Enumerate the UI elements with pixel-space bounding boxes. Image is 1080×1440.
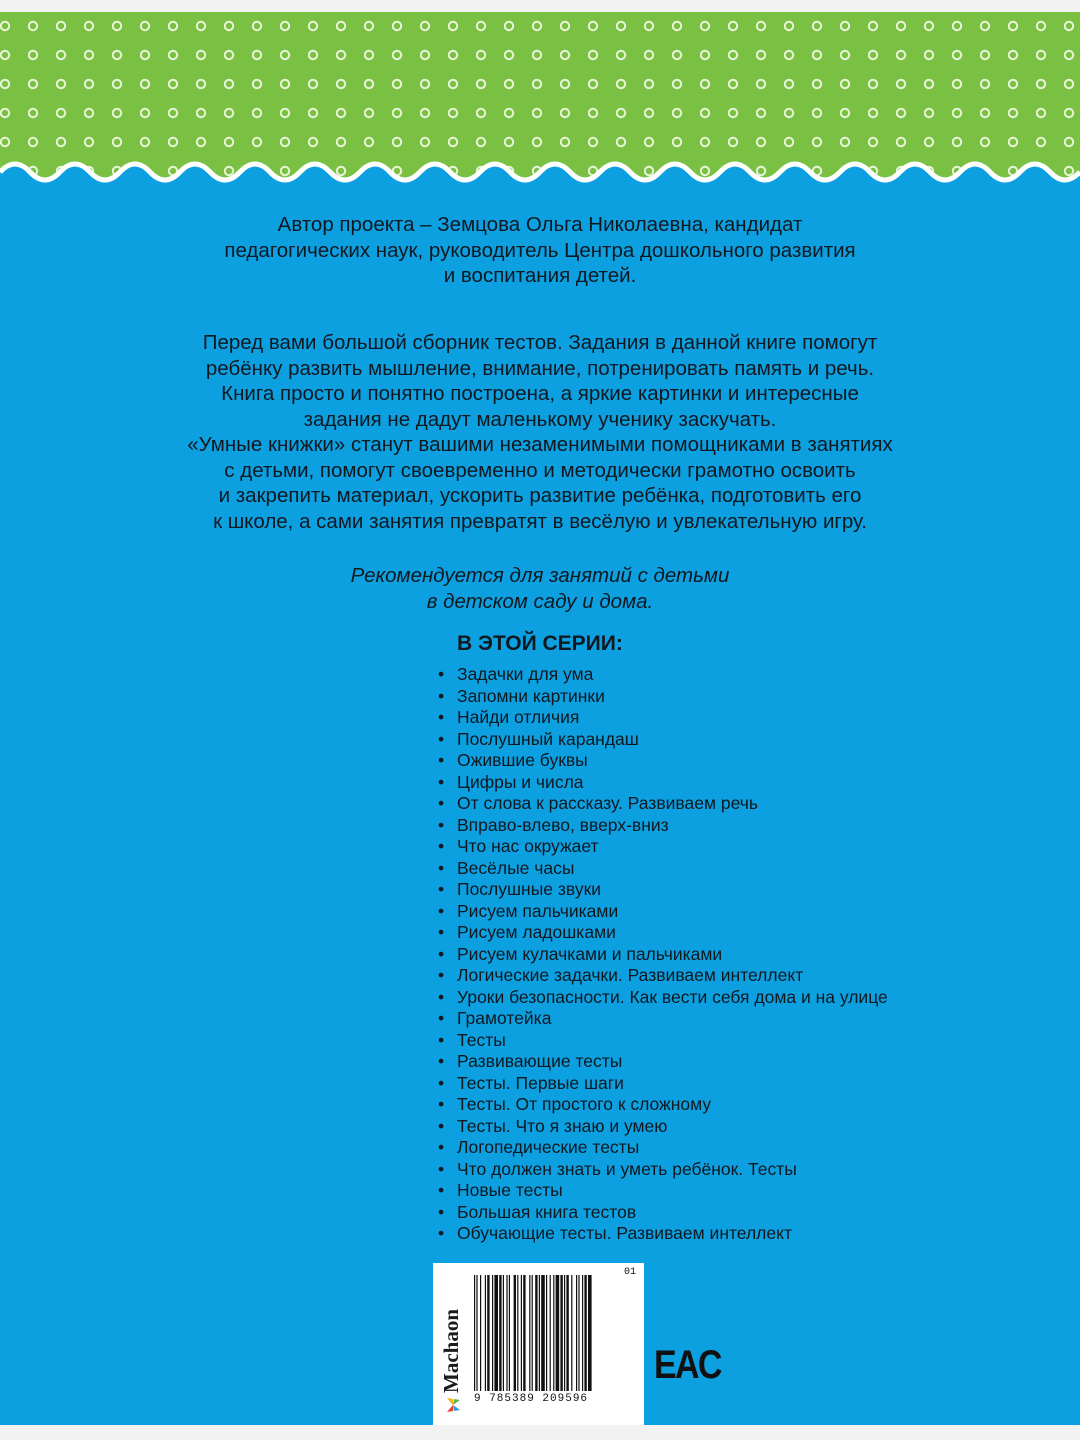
author-line: и воспитания детей. (443, 264, 637, 287)
series-item: • Рисуем пальчиками (438, 901, 888, 923)
barcode-bar (476, 1275, 477, 1391)
series-item: • Грамотейка (438, 1008, 888, 1030)
barcode-bar (523, 1275, 525, 1391)
barcode-bar (550, 1275, 551, 1391)
barcode-bar (556, 1275, 560, 1391)
series-item: • Что нас окружает (438, 836, 888, 858)
barcode-bar (506, 1275, 507, 1391)
book-description (0, 330, 1080, 534)
barcode-bar (535, 1275, 537, 1391)
recommendation-line: Рекомендуется для занятий с детьми (350, 564, 730, 587)
series-item: • Тесты (438, 1030, 888, 1052)
series-item: • Тесты. От простого к сложному (438, 1094, 888, 1116)
series-item: • Новые тесты (438, 1180, 888, 1202)
series-item: • Тесты. Первые шаги (438, 1073, 888, 1095)
series-item: • Задачки для ума (438, 664, 888, 686)
series-item: • Запомни картинки (438, 686, 888, 708)
barcode-bar (588, 1275, 592, 1391)
barcode-bar (584, 1275, 586, 1391)
series-item: • Рисуем кулачками и пальчиками (438, 944, 888, 966)
green-dotted-band (0, 12, 1080, 202)
description-line: и закрепить материал, ускорить развитие ребёнка, подготовить его (218, 484, 862, 507)
barcode-bar (566, 1275, 568, 1391)
barcode-bar (571, 1275, 572, 1391)
barcode-bar (474, 1275, 475, 1391)
barcode-bar (546, 1275, 547, 1391)
barcode-bar (509, 1275, 510, 1391)
series-item: • Послушный карандаш (438, 729, 888, 751)
series-item: • Послушные звуки (438, 879, 888, 901)
series-title: В ЭТОЙ СЕРИИ: (457, 632, 623, 655)
series-list (438, 664, 888, 1245)
barcode-bar (541, 1275, 545, 1391)
description-line: Книга просто и понятно построена, а яркие картинки и интересные (221, 382, 859, 405)
barcode-bar (564, 1275, 565, 1391)
recommendation-line: в детском саду и дома. (426, 589, 654, 613)
barcode-bar (529, 1275, 530, 1391)
barcode-label (433, 1263, 644, 1425)
series-item: • Большая книга тестов (438, 1202, 888, 1224)
barcode-bar (499, 1275, 501, 1391)
recommendation (0, 563, 1080, 614)
series-item: • Развивающие тесты (438, 1051, 888, 1073)
series-item: • Тесты. Что я знаю и умею (438, 1116, 888, 1138)
author-line: педагогических наук, руководитель Центра дошкольного развития (224, 238, 856, 262)
description-line: «Умные книжки» станут вашими незаменимыми помощниками в занятиях (187, 433, 893, 456)
eac-certification-mark: EAC (654, 1343, 721, 1387)
barcode-bar (553, 1275, 554, 1391)
barcode-bar (532, 1275, 533, 1391)
back-cover (0, 12, 1080, 1425)
description-line: ребёнку развить мышление, внимание, потренировать память и речь. (205, 356, 875, 380)
barcode-bar (582, 1275, 583, 1391)
series-item: • Весёлые часы (438, 858, 888, 880)
description-line: Перед вами большой сборник тестов. Задания в данной книге помогут (202, 331, 878, 354)
series-item: • Цифры и числа (438, 772, 888, 794)
series-item: • Уроки безопасности. Как вести себя дома и на улице (438, 987, 888, 1009)
barcode-bar (560, 1275, 562, 1391)
barcode-bar (576, 1275, 577, 1391)
barcode-bar (494, 1275, 498, 1391)
description-line: задания не дадут маленькому ученику заскучать. (303, 407, 777, 431)
series-item: • Логические задачки. Развиваем интеллект (438, 965, 888, 987)
publisher-logo (439, 1263, 464, 1413)
series-item: • Что должен знать и уметь ребёнок. Тесты (438, 1159, 888, 1181)
barcode-bar (503, 1275, 504, 1391)
isbn-digits: 9 785389 209596 (474, 1393, 589, 1405)
barcode-bar (517, 1275, 518, 1391)
barcode-graphic (474, 1275, 639, 1391)
barcode-bar (492, 1275, 493, 1391)
description-line: с детьми, помогут своевременно и методически грамотно освоить (224, 458, 856, 482)
barcode-bar (521, 1275, 522, 1391)
machaon-butterfly-icon (445, 1397, 461, 1413)
series-item: • От слова к рассказу. Развиваем речь (438, 793, 888, 815)
series-item: • Найди отличия (438, 707, 888, 729)
barcode-bar (485, 1275, 486, 1391)
series-item: • Обучающие тесты. Развиваем интеллект (438, 1223, 888, 1245)
publisher-name: Machaon (439, 1309, 463, 1393)
author-line: Автор проекта – Земцова Ольга Николаевна, кандидат (277, 213, 803, 236)
barcode-bar (514, 1275, 516, 1391)
barcode-bar (487, 1275, 489, 1391)
barcode-bar (539, 1275, 540, 1391)
author-info (0, 212, 1080, 289)
description-line: к школе, а сами занятия превратят в весёлую и увлекательную игру. (213, 509, 867, 533)
barcode-bar (578, 1275, 579, 1391)
barcode-bar (480, 1275, 481, 1391)
series-item: • Ожившие буквы (438, 750, 888, 772)
series-item: • Вправо-влево, вверх-вниз (438, 815, 888, 837)
series-item: • Логопедические тесты (438, 1137, 888, 1159)
series-item: • Рисуем ладошками (438, 922, 888, 944)
barcode-addon: 01 (623, 1267, 636, 1278)
